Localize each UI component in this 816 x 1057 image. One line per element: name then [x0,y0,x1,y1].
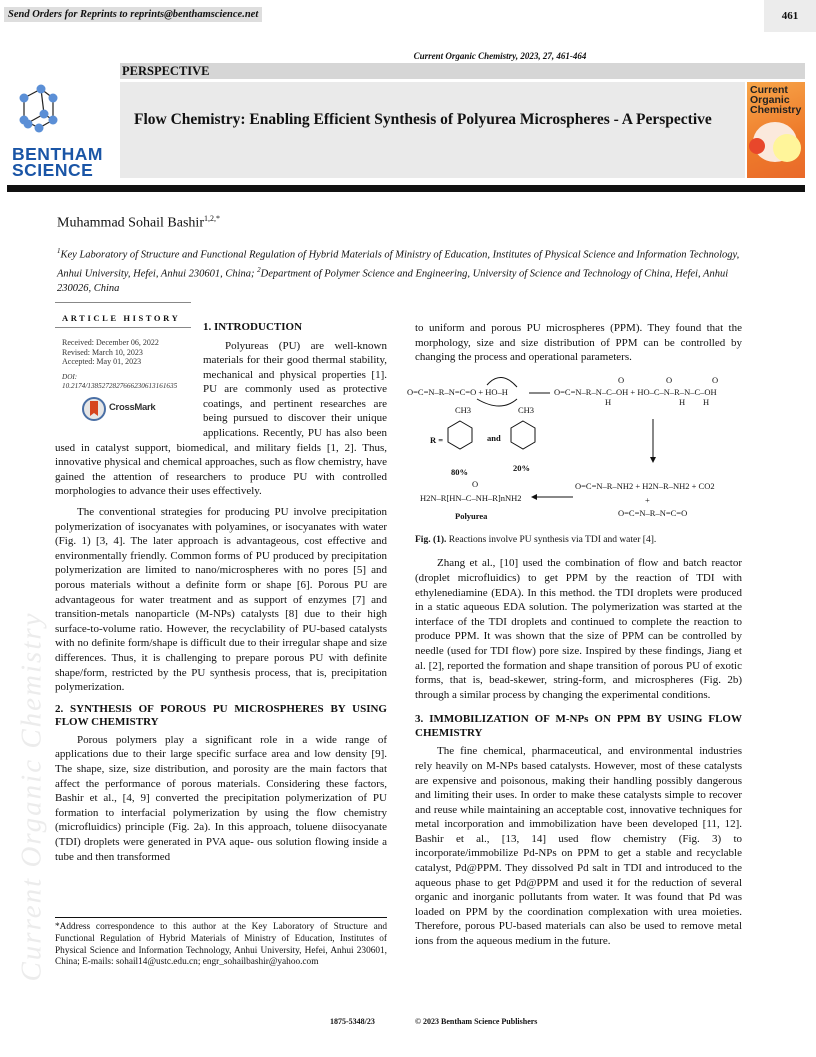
affiliation-sup: 1 [57,247,61,255]
accepted-date: Accepted: May 01, 2023 [62,357,142,366]
affiliations [57,244,747,297]
affiliation-sup: 2 [257,266,261,274]
fig1-hydrogen: H [679,396,686,407]
arrow-head-icon [650,457,656,463]
fig1-plus: + [645,494,650,505]
page-number: 461 [764,0,816,32]
section-heading-synthesis: 2. SYNTHESIS OF POROUS PU MICROSPHERES BY USING FLOW CHEMISTRY [55,702,387,729]
issn: 1875-5348/23 [330,1017,375,1026]
molecule-icon [8,82,116,144]
author-name-text: Muhammad Sohail Bashir [57,215,204,231]
journal-cover [747,82,805,178]
intro-paragraph-2: The conventional strategies for producing PU involve precipitation polymerization of isocyanates with polyamines, or isocyanates with water (Fig. 1) [3, 4]. The later approach is advantageous, cost effective and environmentally friendly. Common forms of PU produced by precipitation polymerization are limited to nano/microspheres with no pores [5] and porous materials without a definite form or shape [6]. Porous PU are advantageous for water treatment and as support of enzymes [7] and transition-metals nanoparticle (M-NPs) catalysts [8] due to their high surface-to-volume ratio. However, the recyclability of PU-based catalysts with no definite form/shape is difficult due to their irregular shape and size differences. Thus, it is challenging to prepare porous PU with definite shape/form, restricted by the PU synthesis process, that is, precipitation polymerization. [55,506,387,694]
fig1-diisocyanate: O=C=N–R–N=C=O [618,507,688,518]
fig1-methyl: CH3 [455,404,472,415]
bentham-logo [8,82,116,180]
journal-citation: Current Organic Chemistry, 2023, 27, 461-464 [413,51,587,61]
author-name [57,214,220,232]
article-history-heading: ARTICLE HISTORY [55,303,191,328]
fig1-percent-80: 80% [451,466,468,477]
fig1-hydrogen: H [605,396,612,407]
article-title-box [120,82,745,178]
copyright: © 2023 Bentham Science Publishers [415,1017,538,1026]
fig1-amines: O=C=N–R–NH2 + H2N–R–NH2 + CO2 [575,480,715,491]
received-date: Received: December 06, 2022 [62,338,159,347]
crossmark-button[interactable] [55,392,191,421]
header-divider [7,185,805,192]
benzene-ring-icon [448,421,472,449]
fig1-oxygen: O [712,374,719,385]
fig1-polyurea-label: Polyurea [455,510,488,521]
crossmark-icon [82,397,106,421]
fig1-oxygen: O [472,478,479,489]
fig1-methyl: CH3 [518,404,535,415]
caption-label: Fig. (1). [415,534,447,545]
benzene-ring-icon [511,421,535,449]
figure-1-caption [415,533,742,548]
affiliation-text: Department of Polymer Science and Engineering, University of Science and Technology of China, Hefei, Anhui 230026, China [57,268,729,294]
correspondence-footnote: *Address correspondence to this author at the Key Laboratory of Structure and Functional Regulation of Hybrid Materials of Ministry of Education, Institutes of Physical Science and Information Technology, Anhui University, Hefei, Anhui 230601, China; E-mails: sohail14@ustc.edu.cn; engr_sohailbashir@yahoo.com [55,922,387,968]
fig1-r-label: R = [430,434,444,445]
fig1-oxygen: O [666,374,673,385]
cover-title: Current Organic Chemistry [750,84,802,116]
doi-link[interactable]: 10.2174/1385272827666230613161635 [62,382,178,390]
section-heading-introduction: 1. INTRODUCTION [203,321,303,333]
author-superscript: 1,2,* [204,214,220,223]
immobilization-paragraph-1: The fine chemical, pharmaceutical, and environmental industries rely heavily on M-NPs based catalysts. However, most of these catalysts are expensive and poisonous, making their handling possibly dangerous and limiting their uses. In order to make these catalysts simple to recover and reuse while maintaining an acceptable cost, innovative techniques for metal incorporation and immobilization have been developed [11, 12]. Bashir et al., [13, 14] used flow chemistry (Fig. 3) to incorporate/immobilize Pd-NPs on PPM to get a stable and recyclable catalyst, Pd@PPM. They dissolved Pd salt in TDI and introduced to the aqueous phase to get Pd@PPM and used it for the reduction of several organic and inorganic pollutants from water. It was found that Pd was loaded on PPM by the coordination complexation with urea moieties. Therefore, porous PU-based materials can also be used to remove metal ions from the aqueous medium in the future. [415,745,742,948]
synthesis-paragraph-1: Porous polymers play a significant role in a wide range of applications due to their large specific surface area and low density [9]. The shape, size, size distribution, and porosity are the main factors that affect the performance of porous materials. Considering these factors, Bashir et al., [4, 9] converted the precipitation polymerization of PU formation to interfacial polymerization by using the flow chemistry (microfluidics) principle (Fig. 2a). In this approach, toluene diisocyanate (TDI) droplets were generated in PVA aque- ous solution flowing inside a tube and then transformed [55,733,387,863]
fig1-hydrogen: H [703,396,710,407]
synthesis-paragraph-1-continued: to uniform and porous PU microspheres (PPM). They found that the morphology, size and size distribution of PPM can be controlled by changing the process and operational parameters. [415,322,742,364]
article-history [55,302,191,430]
affiliation-text: Key Laboratory of Structure and Functional Regulation of Hybrid Materials of Ministry of Education, Institutes of Physical Science and Information Technology, Anhui University, Hefei, Anhui 230601, China; [57,249,740,280]
crossmark-label: CrossMark [109,402,156,414]
fig1-intermediate: O=C=N–R–N–C–OH + HO–C–N–R–N–C–OH [554,386,717,397]
figure-1-reaction-scheme [405,371,745,531]
fig1-reactant: O=C=N–R–N=C=O + HO–H [407,386,508,397]
intro-paragraph-1: Polyureas (PU) are well-known materials for their good thermal stability, mechanical and physical properties [1]. PU are commonly used as protective coatings, and pertinent researches are being pursued to discover their unique applications. Recently, PU has also been used in catalyst support, biomedical, and military fields [1, 2]. Thus, innovative physical and chemical approaches, such as flow chemistry, have gained the attention of researchers to produce PU with controlled morphologies to advance their uses effectively. [55,339,387,498]
curved-arrow-icon [477,399,517,406]
section-heading-immobilization: 3. IMMOBILIZATION OF M-NPs ON PPM BY USING FLOW CHEMISTRY [415,713,742,739]
curved-arrow-icon [487,377,517,387]
fig1-oxygen: O [618,374,625,385]
fig1-polymer: H2N–R[HN–C–NH–R]nNH2 [420,492,522,503]
caption-text: Reactions involve PU synthesis via TDI and water [4]. [446,534,657,545]
article-title: Flow Chemistry: Enabling Efficient Synthesis of Polyurea Microspheres - A Perspective [134,111,712,128]
footnote-divider [55,917,387,918]
revised-date: Revised: March 10, 2023 [62,347,143,357]
doi-label: DOI: [62,372,78,381]
right-column [407,321,742,949]
left-column [55,302,387,864]
article-type-banner: PERSPECTIVE [120,63,805,79]
reprint-notice: Send Orders for Reprints to reprints@benthamscience.net [4,7,262,22]
synthesis-paragraph-2: Zhang et al., [10] used the combination of flow and batch reactor (droplet microfluidics) to get PPM by the reaction of TDI with ethylenediamine (EDA). In this method. the TDI droplets were produced in a static aqueous EDA solution. The polymerization was started at the interface of the TDI droplets and continued to complete the reaction to produce PPM. It was shown that the size of PPM can be controlled by needle (used for TDI flow) pore size. Inspired by these findings, Jiang et al. [2], reported the formation and shape transition of porous PU of exotic forms, that is, bead-skewer, string-form, and microspheres (Fig. 2b) through a similar process by changing the experimental conditions. [415,557,742,701]
bentham-logo-text: BENTHAM SCIENCE [12,144,103,180]
journal-watermark: Current Organic Chemistry [15,611,48,982]
fig1-and: and [487,432,501,443]
arrow-head-icon [531,494,537,500]
fig1-percent-20: 20% [513,462,530,473]
